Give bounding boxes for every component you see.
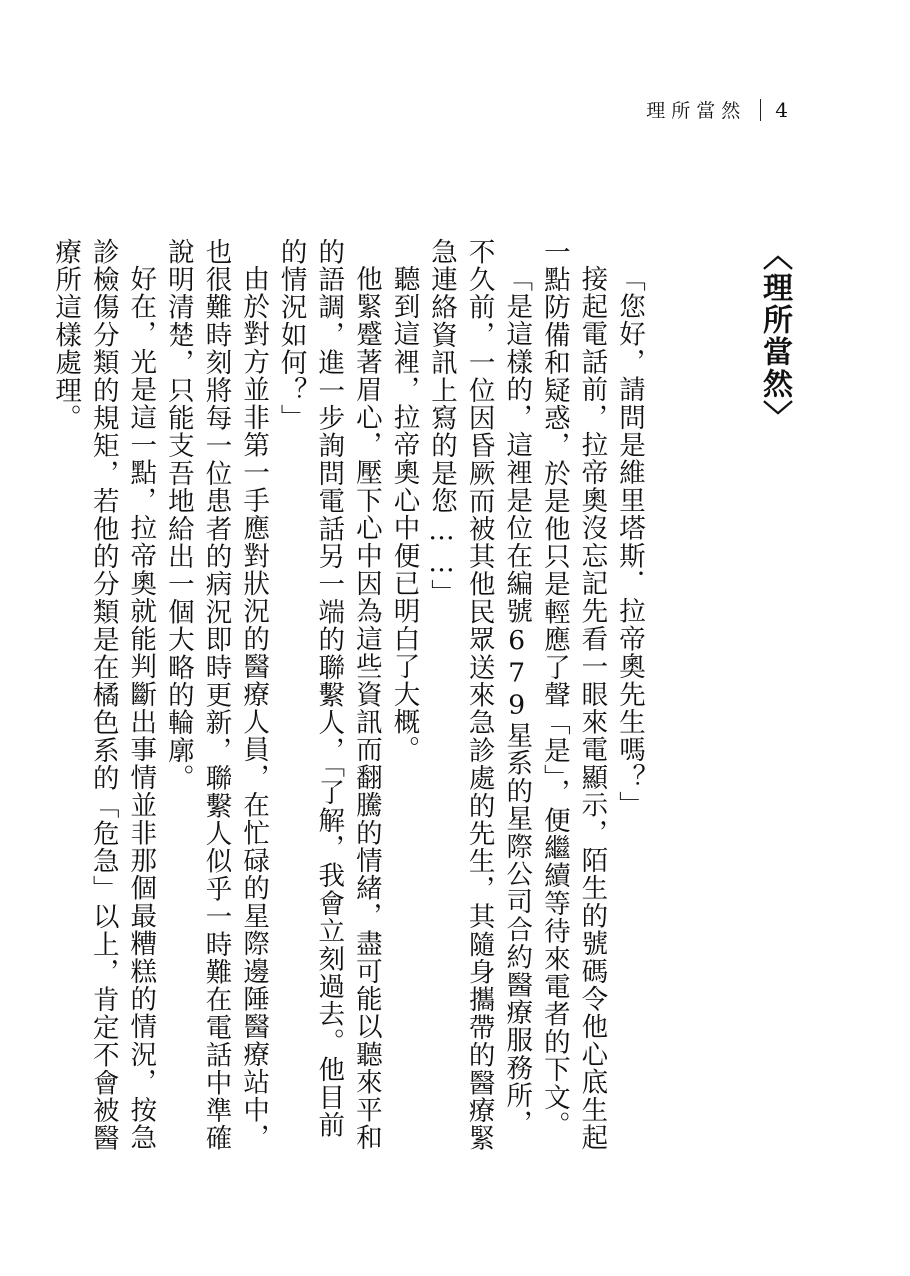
body-text [47,238,649,1158]
paragraph: 他緊蹙著眉心，壓下心中因為這些資訊而翻騰的情緒，盡可能以聽來平和的語調，進一步詢問電話另一端的聯繫人，「了解，我會立刻過去。他目前的情況如何？」 [275,238,382,1151]
header-divider [760,99,761,121]
paragraph: 接起電話前，拉帝奧沒忘記先看一眼來電顯示，陌生的號碼令他心底生起一點防備和疑惑，於是他只是輕應了聲「是」，便繼續等待來電者的下文。 [538,238,608,1151]
page-number: 4 [775,97,788,122]
running-title: 理所當然 [646,100,747,122]
paragraph: 好在，光是這一點，拉帝奧就能判斷出事情並非那個最糟糕的情況，按急診檢傷分類的規矩，若他的分類是在橘色系的「危急」以上，肯定不會被醫療所這樣處理。 [50,238,157,1153]
paragraph: 由於對方並非第一手應對狀況的醫療人員，在忙碌的星際邊陲醫療站中，也很難時刻將每一位患者的病況即時更新，聯繫人似乎一時難在電話中準確說明清楚，只能支吾地給出一個大略的輪廓。 [162,238,270,1153]
running-header [646,96,788,123]
paragraph: 「您好，請問是維里塔斯．拉帝奧先生嗎？」 [614,264,645,819]
paragraph: 聽到這裡，拉帝奧心中便已明白了大概。 [388,264,420,764]
chapter-title: 〈理所當然〉 [757,240,792,432]
paragraph: 「是這樣的，這裡是位在編號679星系的星際公司合約醫療服務所，不久前，一位因昏厥而被其他民眾送來急診處的先生，其隨身攜帶的醫療緊急連絡資訊上寫的是您……」 [426,238,533,1153]
